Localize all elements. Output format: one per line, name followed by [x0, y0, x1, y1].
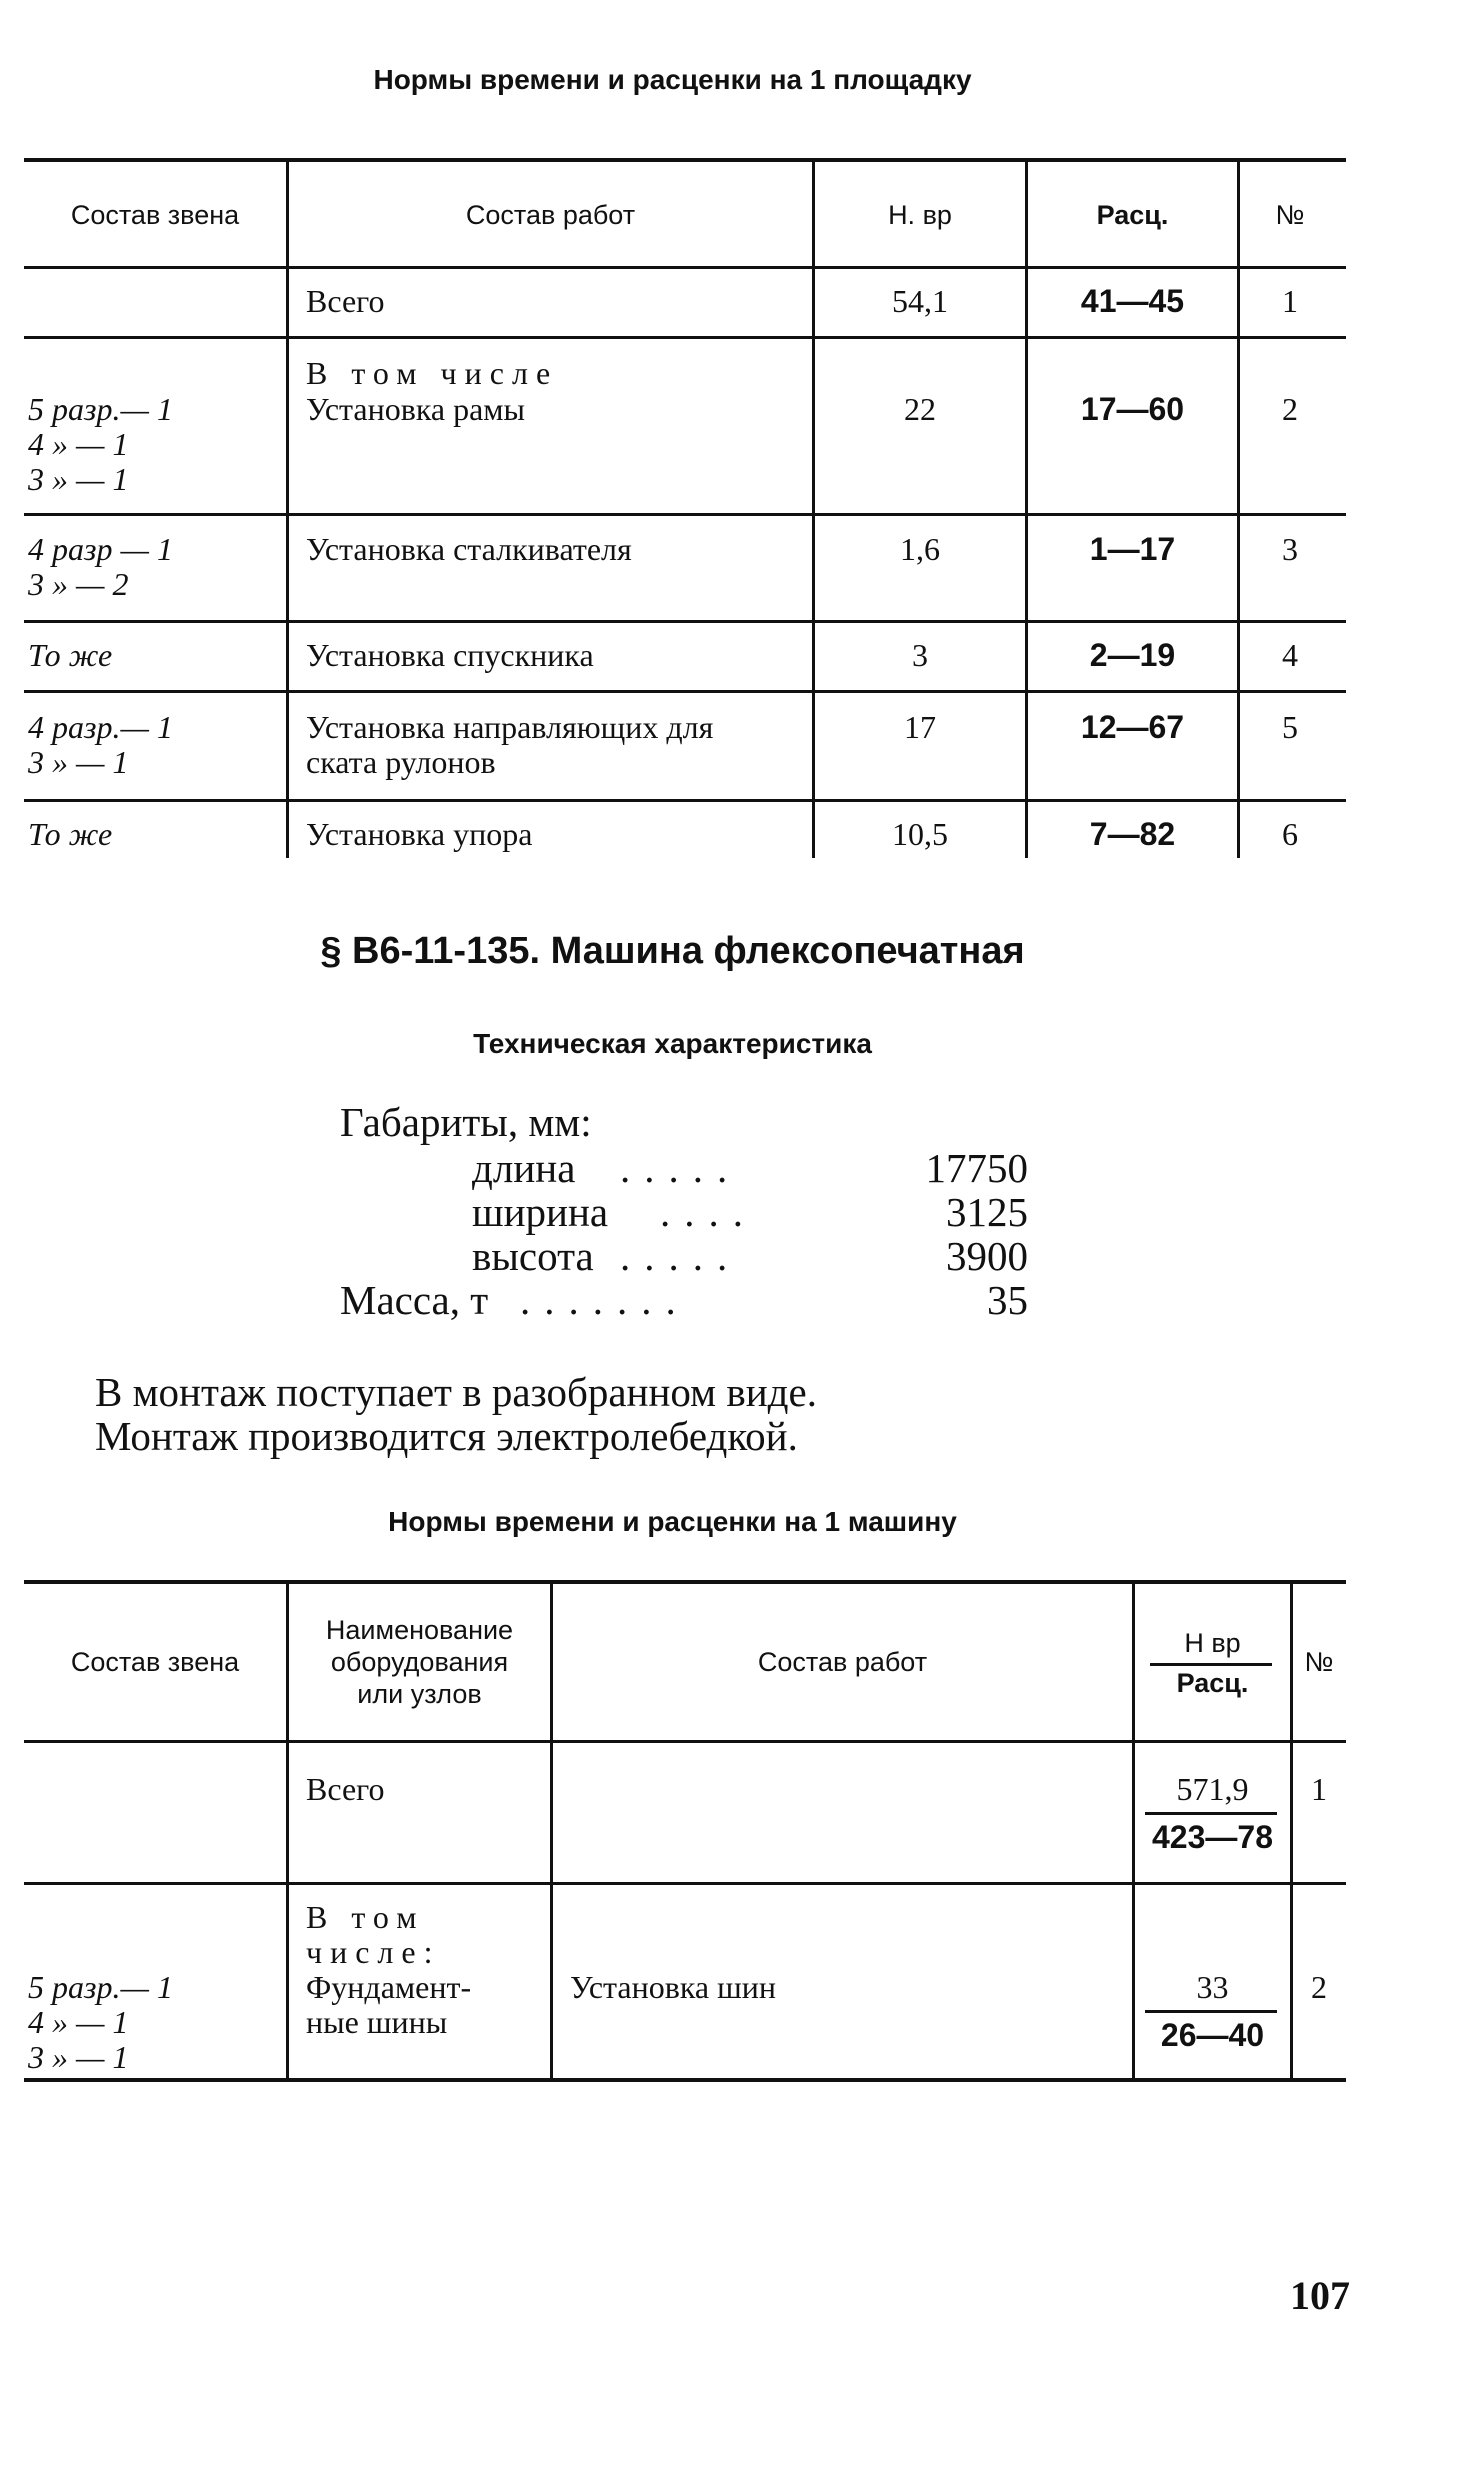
crew-cell: 4 » — 1 — [28, 2004, 129, 2040]
dimensions-label: Габариты, мм: — [340, 1099, 592, 1145]
crew-cell: 4 разр — 1 — [28, 531, 173, 567]
work-cell: Установка рамы — [306, 391, 526, 427]
tech-heading: Техническая характеристика — [473, 1028, 872, 1059]
rate-cell: 41—45 — [1080, 283, 1185, 319]
page-number: 107 — [1290, 2273, 1350, 2318]
work-cell: ската рулонов — [306, 744, 496, 780]
crew-cell: 4 разр.— 1 — [28, 709, 173, 745]
table1-caption: Нормы времени и расценки на 1 площадку — [373, 64, 972, 95]
equipment-cell: В том — [306, 1899, 425, 1935]
mass-value: 35 — [987, 1277, 1028, 1323]
norm-cell: 54,1 — [892, 283, 948, 319]
crew-cell: 5 разр.— 1 — [28, 1969, 173, 2005]
equipment-cell: Всего — [306, 1771, 385, 1807]
crew-cell: 3 » — 1 — [28, 744, 129, 780]
rate-cell: 1—17 — [1089, 531, 1176, 567]
norm-cell: 571,9 — [1176, 1771, 1249, 1807]
number-cell: 6 — [1282, 816, 1298, 852]
rate-cell: 423—78 — [1152, 1819, 1273, 1855]
fraction-bar — [1145, 2010, 1277, 2013]
work-cell: Всего — [306, 283, 385, 319]
norm-cell: 33 — [1196, 1969, 1229, 2005]
body-paragraph-line: Монтаж производится электролебедкой. — [95, 1413, 798, 1459]
norm-cell: 10,5 — [892, 816, 948, 852]
spec-value: 3125 — [946, 1189, 1028, 1235]
work-cell: Установка шин — [570, 1969, 776, 2005]
number-cell: 4 — [1282, 637, 1298, 673]
rate-cell: 12—67 — [1080, 709, 1185, 745]
leader-dots: ..... — [620, 1145, 742, 1191]
section-title: § В6-11-135. Машина флексопечатная — [320, 930, 1025, 972]
rate-cell: 2—19 — [1089, 637, 1176, 673]
number-cell: 3 — [1282, 531, 1298, 567]
leader-dots: ....... — [520, 1277, 690, 1323]
crew-cell: То же — [28, 816, 113, 852]
header-line: Наименование — [325, 1615, 514, 1645]
table2-caption: Нормы времени и расценки на 1 машину — [388, 1506, 957, 1537]
col-header-rate: Расц. — [1096, 200, 1169, 230]
col-header-rate: Расц. — [1176, 1668, 1249, 1698]
col-header-norm: Н вр — [1184, 1628, 1241, 1658]
work-cell: Установка упора — [306, 816, 533, 852]
work-cell: Установка спускника — [306, 637, 594, 673]
header-line: или узлов — [357, 1679, 482, 1709]
number-cell: 2 — [1311, 1969, 1327, 2005]
fraction-bar — [1145, 1812, 1277, 1815]
work-cell: Установка сталкивателя — [306, 531, 632, 567]
header-line: оборудования — [330, 1647, 509, 1677]
col-header-number: № — [1304, 1647, 1334, 1677]
norm-cell: 3 — [912, 637, 928, 673]
crew-cell: 3 » — 2 — [28, 566, 129, 602]
work-cell: В том числе — [306, 355, 559, 391]
crew-cell: 3 » — 1 — [28, 2039, 129, 2075]
col-header-norm: Н. вр — [888, 200, 952, 230]
crew-cell: 3 » — 1 — [28, 461, 129, 497]
col-header-number: № — [1275, 200, 1305, 230]
col-header-crew: Состав звена — [70, 1647, 240, 1677]
work-cell: Установка направляющих для — [306, 709, 714, 745]
spec-label: ширина — [472, 1189, 609, 1235]
number-cell: 1 — [1311, 1771, 1327, 1807]
col-header-crew: Состав звена — [70, 200, 240, 230]
col-header-work: Состав работ — [465, 200, 636, 230]
norm-cell: 22 — [904, 391, 936, 427]
spec-label: длина — [472, 1145, 576, 1191]
number-cell: 2 — [1282, 391, 1298, 427]
crew-cell: То же — [28, 637, 113, 673]
equipment-cell: ные шины — [306, 2004, 448, 2040]
crew-cell: 5 разр.— 1 — [28, 391, 173, 427]
norm-cell: 1,6 — [900, 531, 940, 567]
mass-label: Масса, т — [340, 1277, 489, 1323]
crew-cell: 4 » — 1 — [28, 426, 129, 462]
number-cell: 1 — [1282, 283, 1298, 319]
col-header-work: Состав работ — [757, 1647, 928, 1677]
rate-cell: 17—60 — [1080, 391, 1185, 427]
rate-cell: 7—82 — [1089, 816, 1176, 852]
rate-cell: 26—40 — [1160, 2017, 1265, 2053]
equipment-cell: числе: — [306, 1934, 441, 1970]
col-header-equipment — [289, 1614, 550, 1710]
spec-value: 17750 — [925, 1145, 1028, 1191]
body-paragraph-line: В монтаж поступает в разобранном виде. — [95, 1369, 817, 1415]
number-cell: 5 — [1282, 709, 1298, 745]
equipment-cell: Фундамент- — [306, 1969, 472, 2005]
spec-value: 3900 — [946, 1233, 1028, 1279]
spec-label: высота — [472, 1233, 594, 1279]
norm-cell: 17 — [904, 709, 936, 745]
leader-dots: ..... — [620, 1233, 742, 1279]
leader-dots: .... — [660, 1189, 757, 1235]
